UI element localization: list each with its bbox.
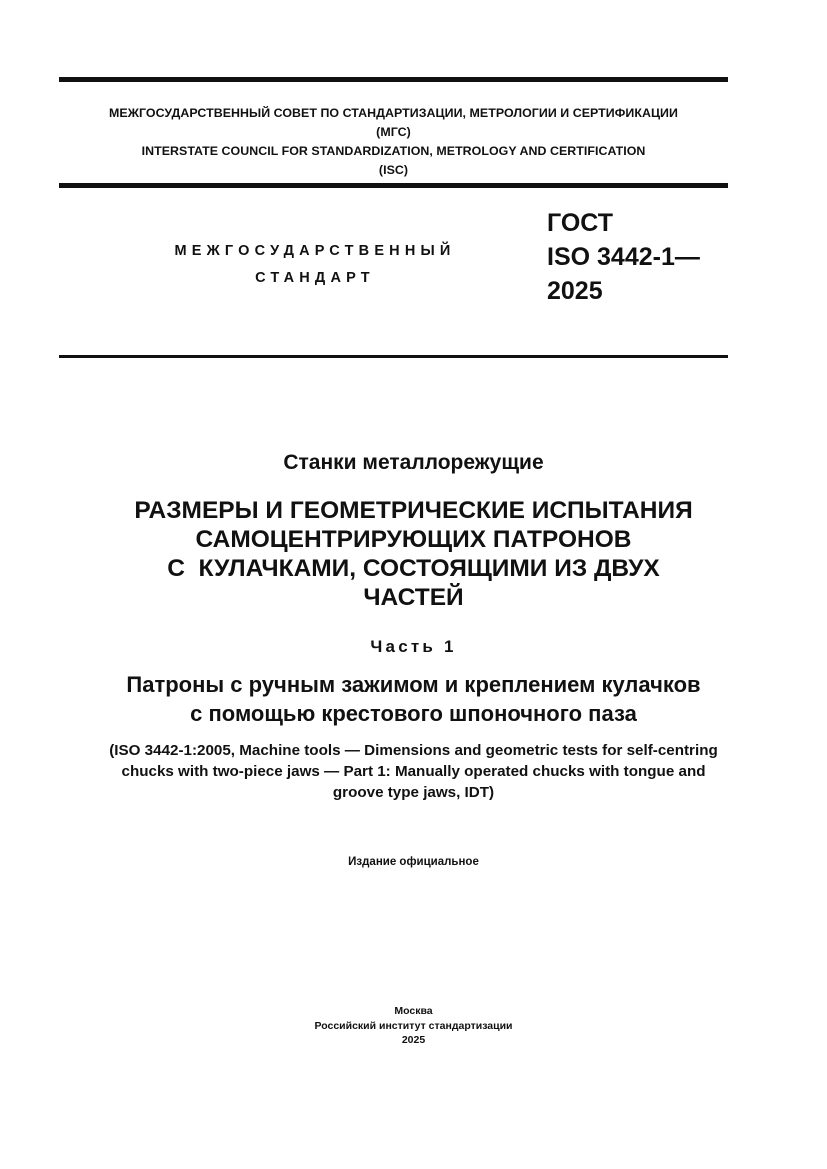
- council-abbr-ru: (МГС): [376, 125, 411, 139]
- imprint: [30, 1004, 797, 1048]
- document-main-title: [30, 496, 797, 612]
- imprint-year: 2025: [401, 1034, 426, 1046]
- header-bottom-rule: [59, 355, 728, 358]
- part-title: [30, 670, 797, 728]
- council-name-ru: МЕЖГОСУДАРСТВЕННЫЙ СОВЕТ ПО СТАНДАРТИЗАЦИИ, МЕТРОЛОГИИ И СЕРТИФИКАЦИИ: [109, 106, 678, 120]
- iso-reference-line: chucks with two-piece jaws — Part 1: Manually operated chucks with tongue and: [121, 763, 706, 780]
- main-title-line: РАЗМЕРЫ И ГЕОМЕТРИЧЕСКИЕ ИСПЫТАНИЯ: [134, 497, 693, 524]
- edition-note: Издание официальное: [348, 856, 479, 868]
- main-title-line: САМОЦЕНТРИРУЮЩИХ ПАТРОНОВ: [195, 526, 632, 553]
- part-title-line: с помощью крестового шпоночного паза: [190, 701, 637, 726]
- standard-designation-line-1: ГОСТ: [547, 209, 613, 237]
- header-top-rule: [59, 77, 728, 82]
- standard-type-line-1: МЕЖГОСУДАРСТВЕННЫЙ: [174, 243, 456, 259]
- imprint-publisher: Российский институт стандартизации: [314, 1019, 513, 1032]
- standard-type-line-2: СТАНДАРТ: [255, 270, 375, 286]
- imprint-city: Москва: [394, 1005, 433, 1017]
- iso-reference-line: (ISO 3442-1:2005, Machine tools — Dimensions and geometric tests for self-centring: [109, 742, 718, 759]
- standard-type: [140, 238, 490, 292]
- council-name-en: INTERSTATE COUNCIL FOR STANDARDIZATION, METROLOGY AND CERTIFICATION: [141, 144, 646, 158]
- main-title-line: ЧАСТЕЙ: [363, 584, 464, 611]
- council-header: [40, 104, 747, 180]
- part-title-line: Патроны с ручным зажимом и креплением кулачков: [126, 672, 701, 697]
- standard-designation-line-2: ISO 3442-1—: [547, 243, 700, 271]
- main-title-line: С КУЛАЧКАМИ, СОСТОЯЩИМИ ИЗ ДВУХ: [167, 555, 660, 582]
- iso-reference-line: groove type jaws, IDT): [332, 784, 495, 801]
- iso-reference: [30, 740, 797, 803]
- document-subject: Станки металлорежущие: [283, 451, 544, 474]
- standard-designation-line-3: 2025: [547, 277, 603, 305]
- standard-designation: [547, 206, 700, 308]
- part-label: Часть 1: [370, 637, 457, 656]
- header-middle-rule: [59, 183, 728, 188]
- council-abbr-en: (ISC): [378, 163, 409, 177]
